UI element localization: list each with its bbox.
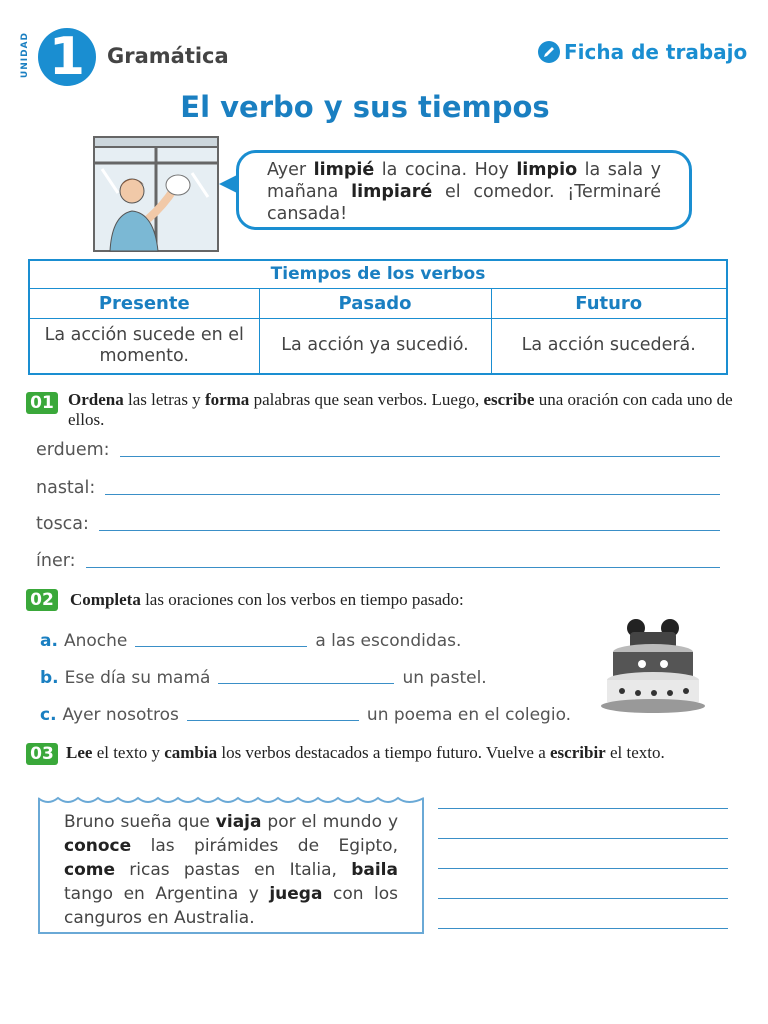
writing-line-3[interactable] xyxy=(438,868,728,869)
table-cell-futuro: La acción sucederá. xyxy=(491,318,727,374)
sentence-letter: a. xyxy=(40,631,58,651)
activity-01-instructions: Ordena las letras y forma palabras que sean verbos. Luego, escribe una oración con cada uno de ellos. xyxy=(68,390,733,429)
sentence-end: a las escondidas. xyxy=(315,631,462,651)
activity-number-02: 02 xyxy=(26,589,58,611)
sentence-end: un pastel. xyxy=(402,668,487,688)
unit-number-badge: 1 xyxy=(38,28,96,86)
worksheet-title: Ficha de trabajo xyxy=(564,40,748,64)
sentence-c xyxy=(40,705,571,725)
fill-in-blank[interactable] xyxy=(135,646,307,647)
writing-line-1[interactable] xyxy=(438,808,728,809)
sentence-a xyxy=(40,631,461,651)
answer-line[interactable] xyxy=(99,530,720,531)
sentence-start: Anoche xyxy=(63,631,128,651)
unit-label: UNIDAD xyxy=(20,31,30,79)
pencil-icon xyxy=(538,41,560,63)
activity-03-instructions: Lee el texto y cambia los verbos destacados a tiempo futuro. Vuelve a escribir el texto. xyxy=(66,743,665,762)
scrambled-word-line-1[interactable] xyxy=(36,440,720,460)
fill-in-blank[interactable] xyxy=(218,683,394,684)
fill-in-blank[interactable] xyxy=(187,720,359,721)
sentence-end: un poema en el colegio. xyxy=(366,705,572,725)
scrambled-word: íner: xyxy=(36,551,76,571)
answer-line[interactable] xyxy=(105,494,720,495)
writing-line-2[interactable] xyxy=(438,838,728,839)
scrambled-word-line-2[interactable] xyxy=(36,478,720,498)
answer-line[interactable] xyxy=(120,456,720,457)
activity-number-03: 03 xyxy=(26,743,58,765)
scrambled-word: nastal: xyxy=(36,478,96,498)
sentence-start: Ese día su mamá xyxy=(64,668,211,688)
column-header-pasado: Pasado xyxy=(259,288,491,318)
writing-line-4[interactable] xyxy=(438,898,728,899)
woman-cleaning-window-illustration xyxy=(92,133,220,253)
sentence-start: Ayer nosotros xyxy=(62,705,179,725)
table-cell-presente: La acción sucede en el momento. xyxy=(29,318,259,374)
sentence-letter: b. xyxy=(40,668,59,688)
speech-bubble: Ayer limpié la cocina. Hoy limpio la sala y mañana limpiaré el comedor. ¡Terminaré cansada! xyxy=(236,150,692,230)
activity-02-instructions: Completa las oraciones con los verbos en tiempo pasado: xyxy=(70,590,464,609)
scrambled-word-line-3[interactable] xyxy=(36,514,720,534)
column-header-futuro: Futuro xyxy=(491,288,727,318)
verb-tenses-table xyxy=(28,259,728,375)
scrambled-word: erduem: xyxy=(36,440,110,460)
section-title: Gramática xyxy=(107,44,229,68)
sentence-b xyxy=(40,668,487,688)
scrambled-word-line-4[interactable] xyxy=(36,551,720,571)
column-header-presente: Presente xyxy=(29,288,259,318)
answer-line[interactable] xyxy=(86,567,720,568)
page-title: El verbo y sus tiempos xyxy=(180,90,550,124)
table-title: Tiempos de los verbos xyxy=(29,260,727,288)
table-cell-pasado: La acción ya sucedió. xyxy=(259,318,491,374)
scrambled-word: tosca: xyxy=(36,514,89,534)
activity-number-01: 01 xyxy=(26,392,58,414)
reading-text: Bruno sueña que viaja por el mundo y conoce las pirámides de Egipto, come ricas pastas en Italia, baila tango en Argentina y juega con los canguros en Australia. xyxy=(64,812,399,928)
writing-line-5[interactable] xyxy=(438,928,728,929)
mickey-cake-illustration xyxy=(598,618,708,718)
sentence-letter: c. xyxy=(40,705,57,725)
worksheet-label xyxy=(538,40,747,64)
